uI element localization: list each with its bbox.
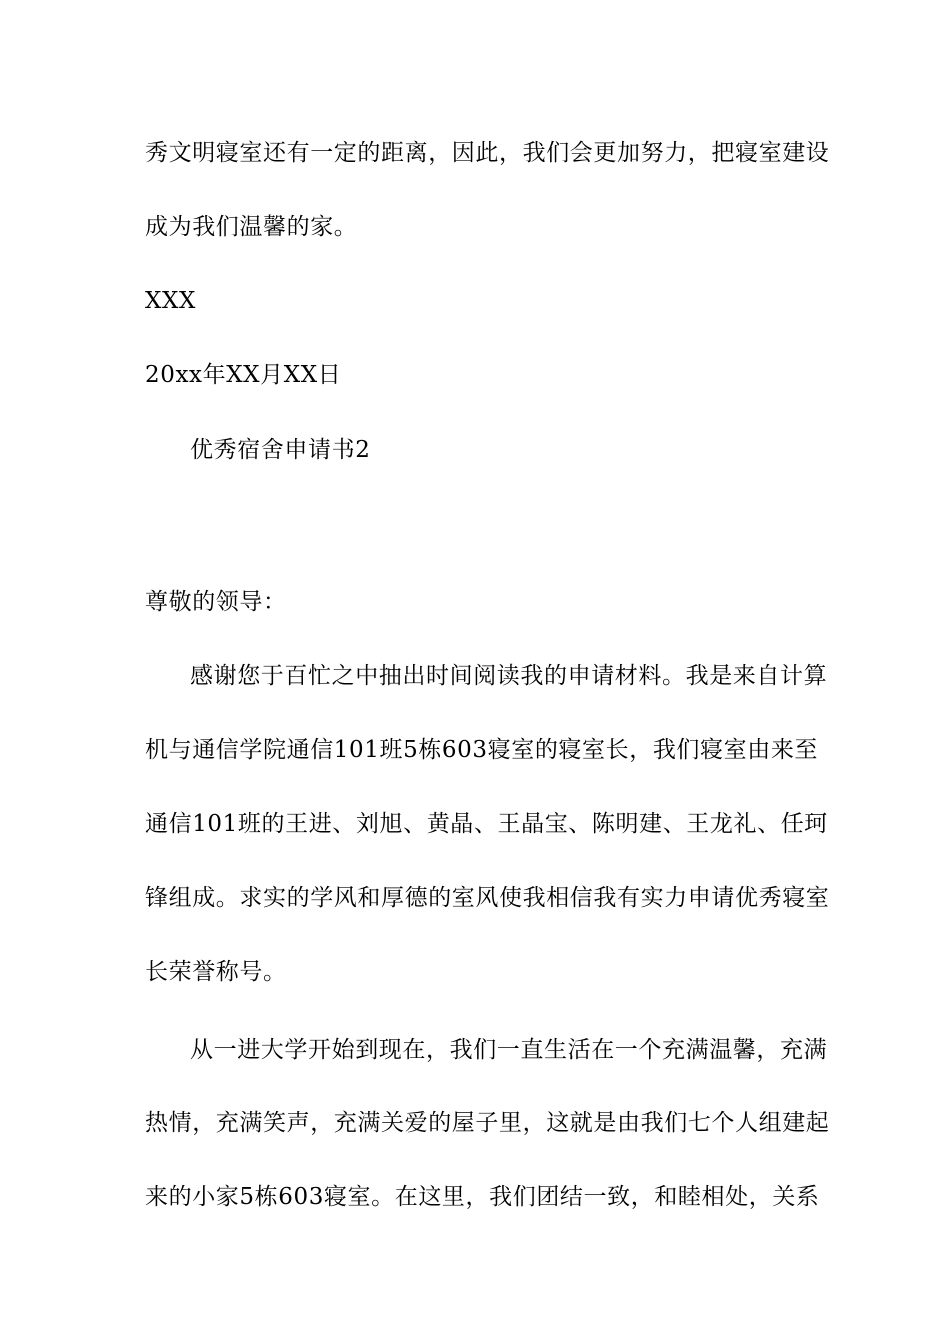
paragraph-line: 通信101班的王进、刘旭、黄晶、王晶宝、陈明建、王龙礼、任珂: [145, 811, 828, 837]
paragraph-line: 来的小家5栋603寝室。在这里，我们团结一致，和睦相处，关系: [145, 1184, 820, 1210]
paragraph-line: 锋组成。求实的学风和厚德的室风使我相信我有实力申请优秀寝室: [145, 885, 830, 911]
paragraph-line: 从一进大学开始到现在，我们一直生活在一个充满温馨，充满: [190, 1037, 828, 1063]
salutation: 尊敬的领导：: [145, 589, 287, 615]
paragraph-line: 成为我们温馨的家。: [145, 214, 358, 240]
signature-date: 20xx年XX月XX日: [145, 362, 342, 388]
signature-name: XXX: [145, 288, 196, 314]
paragraph-line: 机与通信学院通信101班5栋603寝室的寝室长，我们寝室由来至: [145, 737, 819, 763]
paragraph-line: 长荣誉称号。: [145, 959, 287, 985]
paragraph-line: 感谢您于百忙之中抽出时间阅读我的申请材料。我是来自计算: [190, 663, 828, 689]
paragraph-line: 热情，充满笑声，充满关爱的屋子里，这就是由我们七个人组建起: [145, 1110, 830, 1136]
paragraph-line: 秀文明寝室还有一定的距离，因此，我们会更加努力，把寝室建设: [145, 140, 830, 166]
section-title: 优秀宿舍申请书2: [190, 437, 371, 463]
